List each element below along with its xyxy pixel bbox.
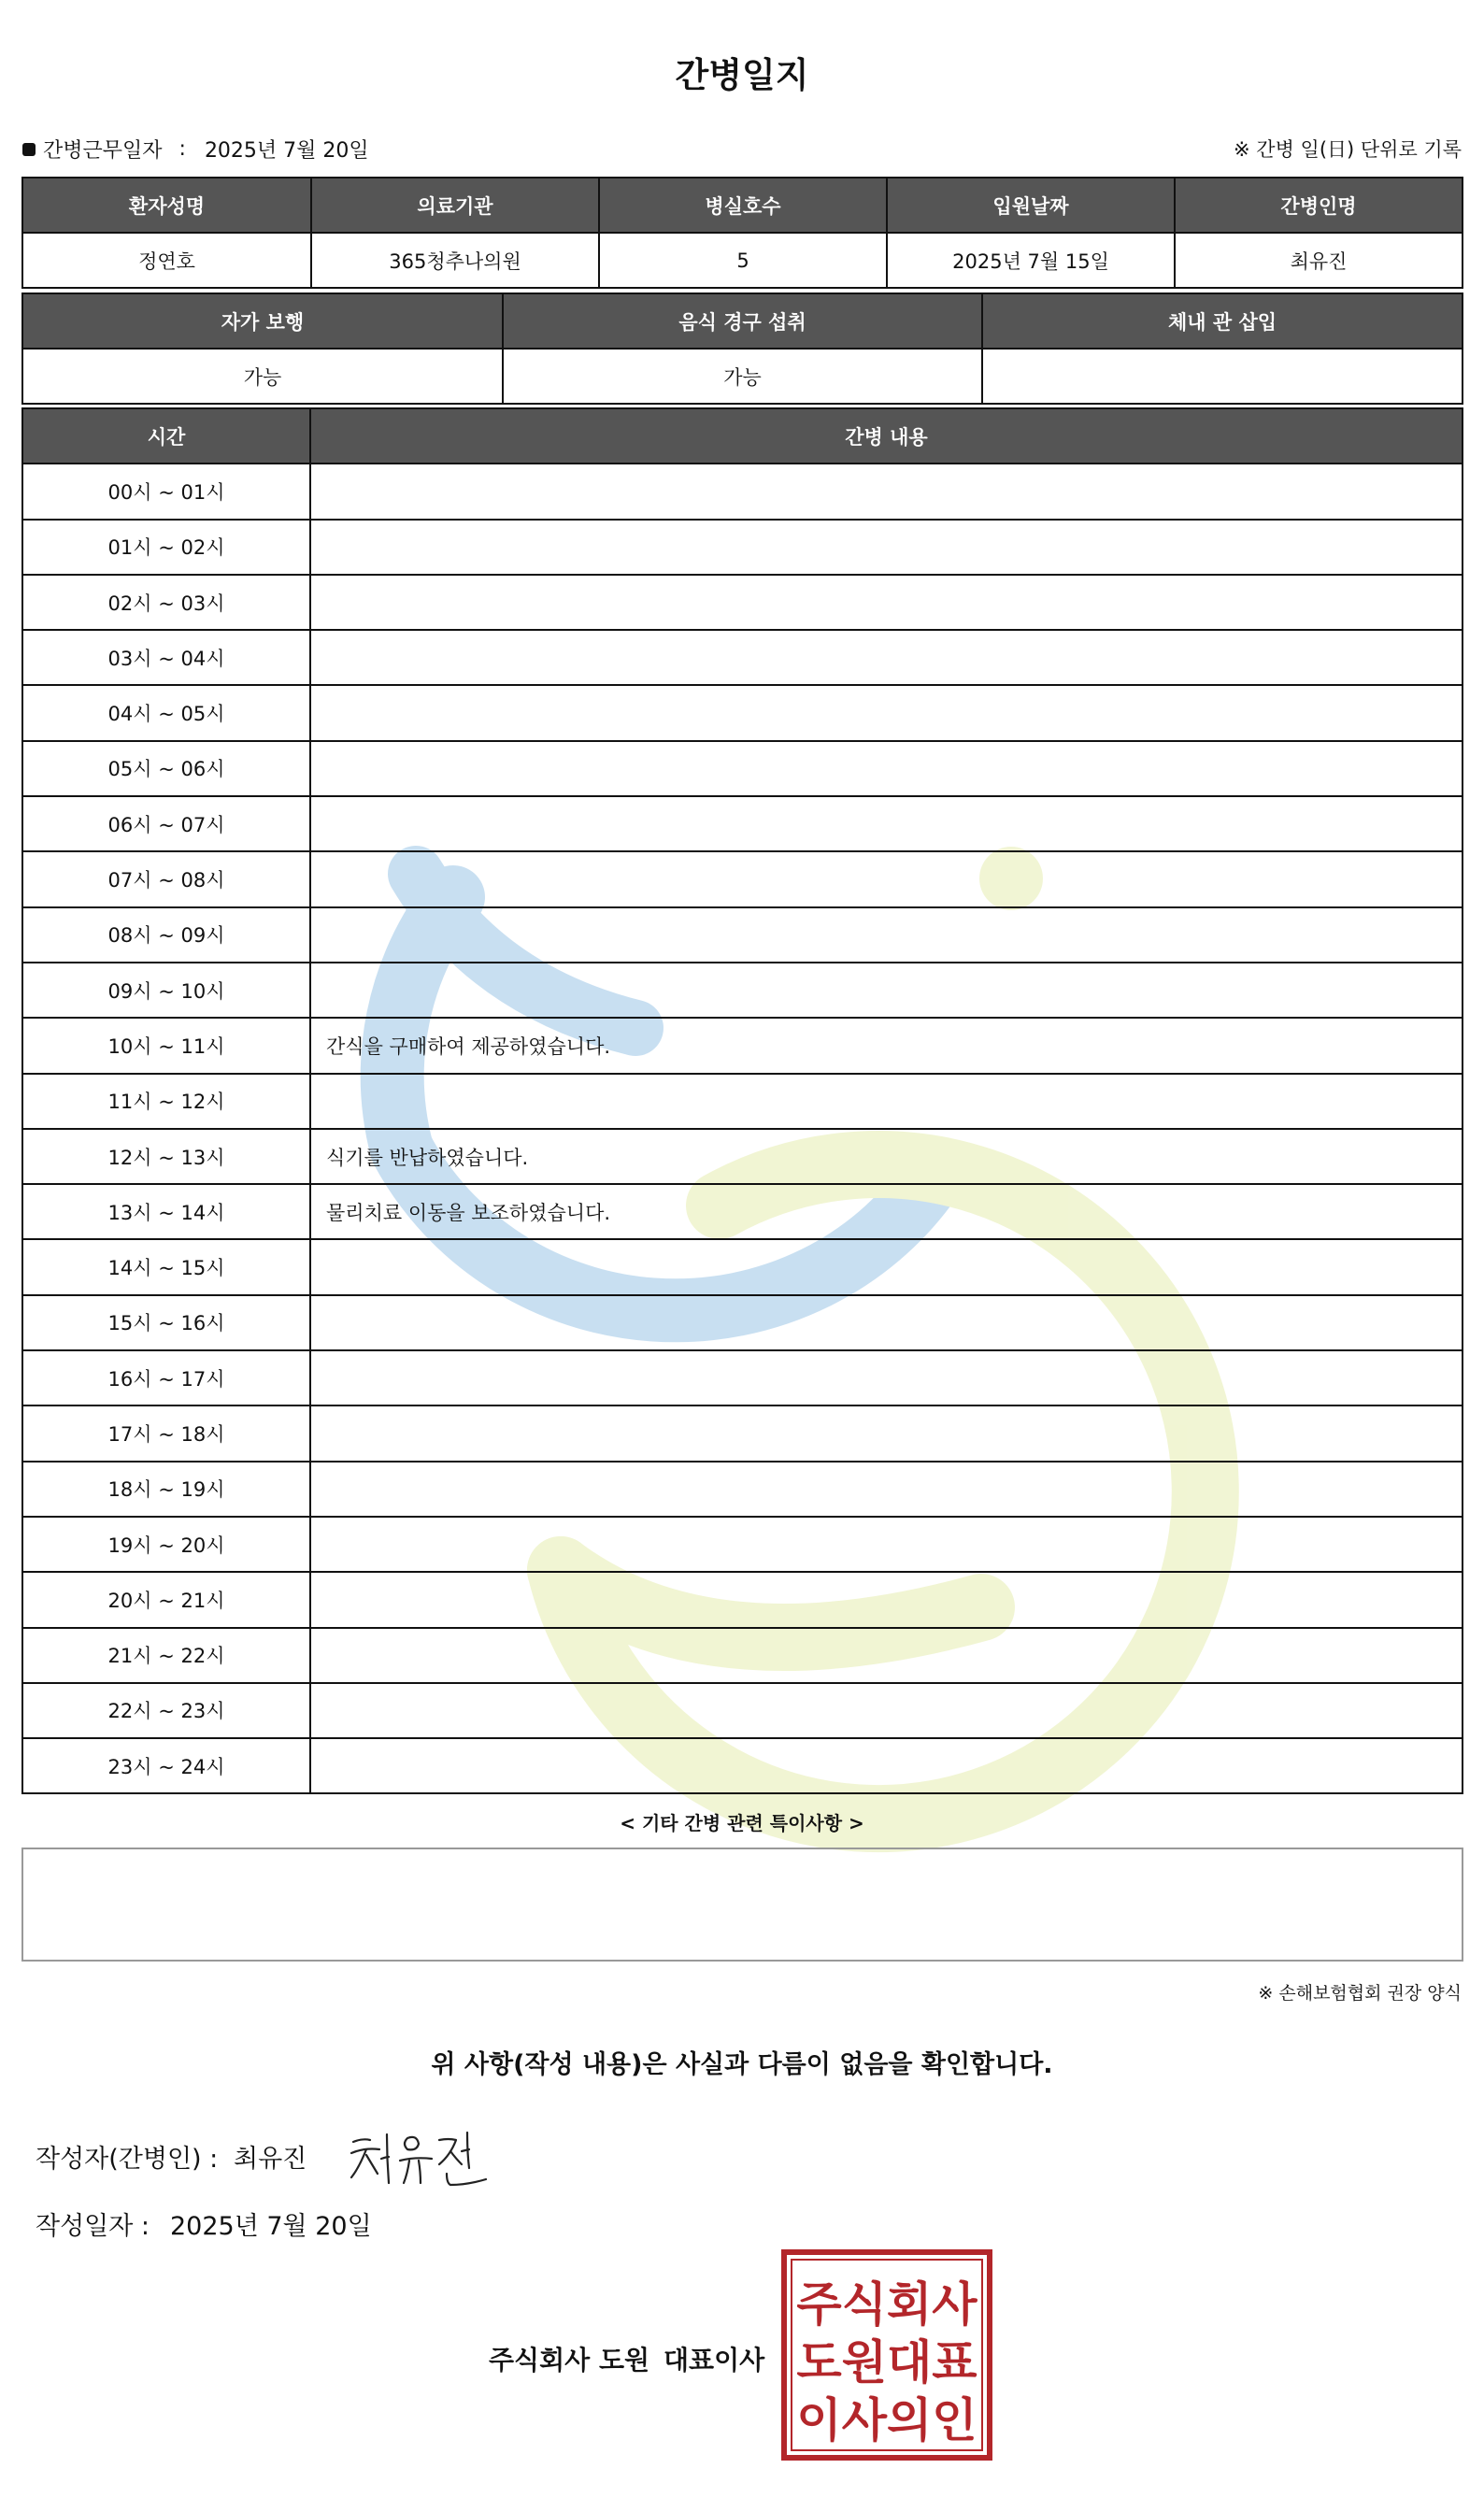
log-row — [22, 1405, 1463, 1461]
seal-line-1: 주식회사 — [796, 2277, 977, 2332]
log-time-cell: 10시 ~ 11시 — [22, 1018, 310, 1073]
header-admission-date: 입원날짜 — [887, 178, 1175, 233]
info-header-row — [22, 178, 1463, 233]
log-time-cell: 07시 ~ 08시 — [22, 851, 310, 906]
log-time-cell: 17시 ~ 18시 — [22, 1405, 310, 1461]
writer-name: 최유진 — [234, 2145, 307, 2174]
oral-intake-value: 가능 — [503, 349, 982, 404]
hospital-value: 365청추나의원 — [311, 233, 599, 288]
status-value-row — [22, 349, 1463, 404]
seal-line-3: 이사의인 — [796, 2393, 977, 2447]
log-row — [22, 1129, 1463, 1184]
log-time-cell: 00시 ~ 01시 — [22, 464, 310, 519]
header-time: 시간 — [22, 408, 310, 464]
log-row — [22, 1184, 1463, 1239]
tube-insertion-value — [982, 349, 1463, 404]
company-name: 주식회사 도원 — [489, 2345, 650, 2376]
header-hospital: 의료기관 — [311, 178, 599, 233]
work-date-value: 2025년 7월 20일 — [204, 139, 369, 163]
log-time-cell: 03시 ~ 04시 — [22, 630, 310, 685]
log-time-cell: 16시 ~ 17시 — [22, 1350, 310, 1405]
confirmation-statement: 위 사항(작성 내용)은 사실과 다름이 없음을 확인합니다. — [431, 2050, 1053, 2079]
log-time-cell: 11시 ~ 12시 — [22, 1074, 310, 1129]
log-row — [22, 1738, 1463, 1793]
admission-date-value: 2025년 7월 15일 — [887, 233, 1175, 288]
log-time-cell: 01시 ~ 02시 — [22, 520, 310, 575]
log-content-cell — [310, 796, 1463, 851]
log-row — [22, 741, 1463, 796]
log-row — [22, 796, 1463, 851]
log-row — [22, 1018, 1463, 1073]
log-time-cell: 14시 ~ 15시 — [22, 1239, 310, 1294]
log-time-cell: 08시 ~ 09시 — [22, 907, 310, 963]
log-content-cell — [310, 1628, 1463, 1683]
log-time-cell: 06시 ~ 07시 — [22, 796, 310, 851]
log-content-cell — [310, 1239, 1463, 1294]
log-time-cell: 20시 ~ 21시 — [22, 1572, 310, 1627]
log-row — [22, 1295, 1463, 1350]
log-content-cell — [310, 1405, 1463, 1461]
self-walking-value: 가능 — [22, 349, 503, 404]
log-header-row — [22, 408, 1463, 464]
header-room-number: 병실호수 — [599, 178, 887, 233]
log-content-cell — [310, 907, 1463, 963]
log-row — [22, 1572, 1463, 1627]
log-row — [22, 963, 1463, 1018]
log-row — [22, 1628, 1463, 1683]
log-row — [22, 575, 1463, 630]
page-title: 간병일지 — [675, 55, 809, 95]
log-time-cell: 19시 ~ 20시 — [22, 1517, 310, 1572]
log-time-cell: 18시 ~ 19시 — [22, 1462, 310, 1517]
log-time-cell: 23시 ~ 24시 — [22, 1738, 310, 1793]
header-self-walking: 자가 보행 — [22, 293, 503, 349]
log-content-cell — [310, 741, 1463, 796]
log-content-cell — [310, 1295, 1463, 1350]
remarks-box — [21, 1848, 1463, 1962]
remarks-title: < 기타 간병 관련 특이사항 > — [620, 1812, 864, 1834]
header-caregiver-name: 간병인명 — [1175, 178, 1463, 233]
writer-label: 작성자(간병인) : — [36, 2145, 219, 2174]
header-care-content: 간병 내용 — [310, 408, 1463, 464]
log-content-cell — [310, 1517, 1463, 1572]
log-row — [22, 907, 1463, 963]
log-content-cell — [310, 1350, 1463, 1405]
written-date-label: 작성일자 : — [36, 2212, 150, 2241]
info-value-row — [22, 233, 1463, 288]
log-content-cell — [310, 1683, 1463, 1738]
log-content-cell — [310, 630, 1463, 685]
work-date-colon: : — [178, 137, 186, 161]
header-patient-name: 환자성명 — [22, 178, 311, 233]
log-content-cell — [310, 464, 1463, 519]
log-content-cell — [310, 520, 1463, 575]
log-time-cell: 02시 ~ 03시 — [22, 575, 310, 630]
log-time-cell: 13시 ~ 14시 — [22, 1184, 310, 1239]
work-date-label: 간병근무일자 — [43, 139, 163, 163]
log-row — [22, 685, 1463, 740]
log-content-cell — [310, 1462, 1463, 1517]
caregiver-name-value: 최유진 — [1175, 233, 1463, 288]
log-time-cell: 05시 ~ 06시 — [22, 741, 310, 796]
log-time-cell: 21시 ~ 22시 — [22, 1628, 310, 1683]
log-content-cell — [310, 685, 1463, 740]
log-content-cell: 간식을 구매하여 제공하였습니다. — [310, 1018, 1463, 1073]
log-time-cell: 09시 ~ 10시 — [22, 963, 310, 1018]
log-content-cell: 물리치료 이동을 보조하였습니다. — [310, 1184, 1463, 1239]
work-date-line — [22, 135, 369, 164]
log-time-cell: 15시 ~ 16시 — [22, 1295, 310, 1350]
log-time-cell: 12시 ~ 13시 — [22, 1129, 310, 1184]
written-date-value: 2025년 7월 20일 — [170, 2212, 372, 2241]
header-tube-insertion: 체내 관 삽입 — [982, 293, 1463, 349]
log-time-cell: 04시 ~ 05시 — [22, 685, 310, 740]
log-content-cell — [310, 963, 1463, 1018]
ceo-title: 대표이사 — [664, 2345, 765, 2376]
log-row — [22, 520, 1463, 575]
patient-info-table — [21, 177, 1463, 289]
log-content-cell — [310, 1572, 1463, 1627]
log-row — [22, 464, 1463, 519]
company-seal — [781, 2249, 992, 2461]
log-row — [22, 1517, 1463, 1572]
log-row — [22, 1074, 1463, 1129]
bullet-square-icon — [22, 143, 36, 156]
patient-name-value: 정연호 — [22, 233, 311, 288]
log-content-cell — [310, 851, 1463, 906]
form-note: ※ 손해보험협회 권장 양식 — [1258, 1983, 1462, 2004]
log-time-cell: 22시 ~ 23시 — [22, 1683, 310, 1738]
header-oral-intake: 음식 경구 섭취 — [503, 293, 982, 349]
log-row — [22, 1350, 1463, 1405]
log-content-cell — [310, 1738, 1463, 1793]
seal-line-2: 도원대표 — [796, 2335, 977, 2390]
log-row — [22, 851, 1463, 906]
handwritten-signature — [346, 2121, 505, 2196]
log-content-cell: 식기를 반납하였습니다. — [310, 1129, 1463, 1184]
log-content-cell — [310, 575, 1463, 630]
log-row — [22, 1462, 1463, 1517]
log-row — [22, 630, 1463, 685]
patient-status-table — [21, 293, 1463, 405]
room-number-value: 5 — [599, 233, 887, 288]
log-row — [22, 1239, 1463, 1294]
record-unit-note: ※ 간병 일(日) 단위로 기록 — [1234, 138, 1462, 161]
log-content-cell — [310, 1074, 1463, 1129]
log-row — [22, 1683, 1463, 1738]
care-log-table — [21, 407, 1463, 1794]
status-header-row — [22, 293, 1463, 349]
